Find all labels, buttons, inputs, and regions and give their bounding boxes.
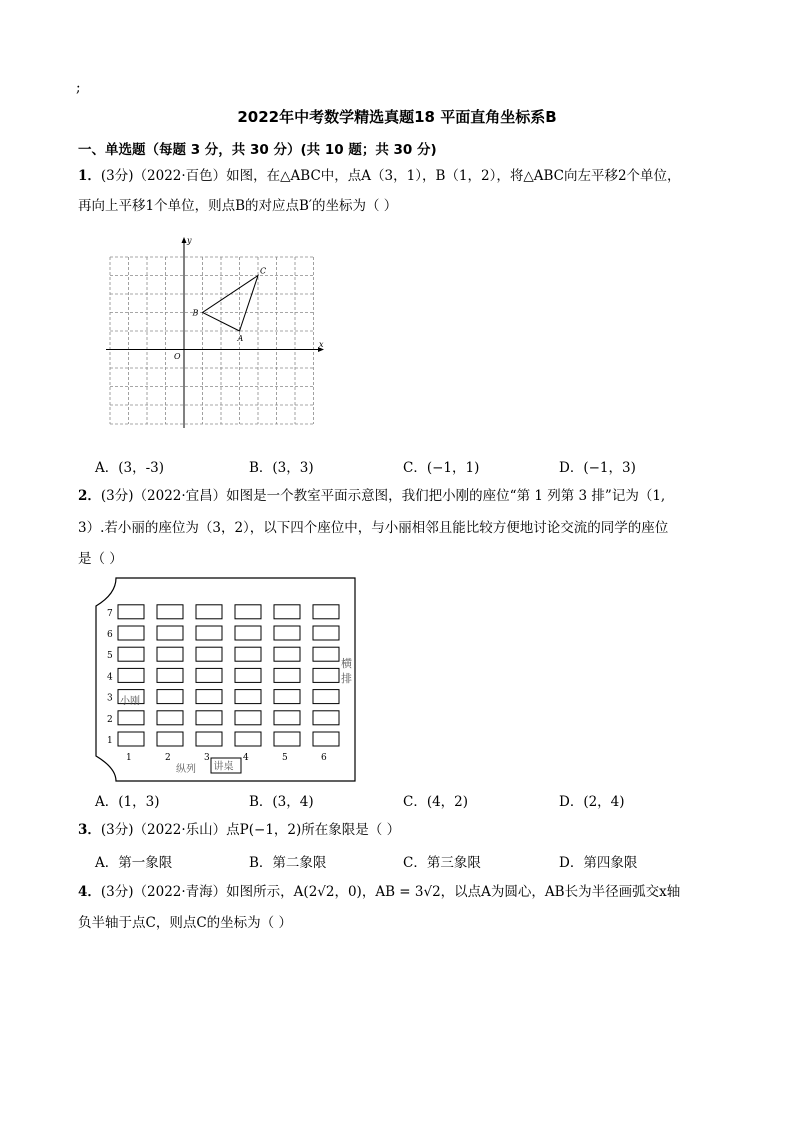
seat: [196, 647, 222, 661]
question-2-text-1: (3分)（2022·宜昌）如图是一个教室平面示意图，我们把小刚的座位“第 1 列第 3 排”记为（1,: [100, 488, 666, 504]
point-c-label: C: [260, 266, 267, 276]
row-label: 2: [107, 714, 113, 725]
x-axis-label: x: [319, 340, 324, 349]
q2-option-b[interactable]: B．(3，4): [249, 794, 314, 810]
question-1-number: 1．: [78, 168, 101, 184]
seat: [118, 605, 144, 619]
seat: [235, 626, 261, 640]
origin-label: O: [174, 352, 181, 361]
q1-option-b[interactable]: B．(3，3): [249, 460, 314, 476]
seat: [157, 732, 183, 746]
seat: [235, 711, 261, 725]
row-label: 5: [107, 651, 113, 662]
row-axis-label-1: 横: [341, 657, 352, 670]
question-3-line-1: [78, 820, 400, 840]
seat: [274, 732, 300, 746]
q2-option-c[interactable]: C．(4，2): [403, 794, 469, 810]
seat: [157, 711, 183, 725]
row-axis-label-2: 排: [341, 672, 352, 685]
seat: [313, 626, 339, 640]
student-seat-label: 小刚: [120, 696, 140, 707]
row-label: 7: [107, 608, 113, 619]
triangle-abc: [203, 276, 259, 332]
seat: [274, 626, 300, 640]
question-1-line-2: 再向上平移1个单位，则点B的对应点B′的坐标为（ ）: [78, 198, 398, 214]
seat: [157, 668, 183, 682]
q1-option-c[interactable]: C．(−1，1): [403, 460, 480, 476]
y-axis-arrow-icon: [182, 237, 187, 243]
seat: [196, 690, 222, 704]
seat: [235, 690, 261, 704]
question-1-text-1: (3分)（2022·百色）如图，在△ABC中，点A（3，1），B（1，2），将△ABC向左平移2个单位，: [100, 168, 681, 184]
seat: [235, 732, 261, 746]
seat: [196, 668, 222, 682]
q1-option-a[interactable]: A．(3，-3): [95, 460, 165, 476]
q2-option-a[interactable]: A．(1，3): [95, 794, 160, 810]
section-heading: 一、单选题（每题 3 分，共 30 分）(共 10 题；共 30 分): [78, 142, 437, 158]
seat: [235, 668, 261, 682]
seat: [313, 647, 339, 661]
column-axis-label: 纵列: [176, 764, 196, 775]
row-label: 6: [107, 630, 113, 640]
grid-lines: [110, 257, 314, 424]
question-1-line-1: [78, 166, 681, 186]
column-label: 1: [126, 753, 132, 763]
seat: [274, 647, 300, 661]
seat: [157, 690, 183, 704]
column-label: 4: [243, 753, 249, 763]
question-2-line-3: 是（ ）: [78, 551, 123, 567]
q1-option-d[interactable]: D．(−1，3): [559, 460, 636, 476]
seat: [274, 711, 300, 725]
seat: [118, 711, 144, 725]
seat: [157, 626, 183, 640]
q3-option-c[interactable]: C．第三象限: [403, 855, 481, 871]
seat: [118, 668, 144, 682]
y-axis-label: y: [187, 236, 192, 245]
seat: [157, 647, 183, 661]
seat: [118, 647, 144, 661]
seat: [313, 690, 339, 704]
q3-option-d[interactable]: D．第四象限: [559, 855, 638, 871]
seat: [235, 647, 261, 661]
seat: [313, 605, 339, 619]
seat-grid: [118, 605, 339, 746]
column-label: 6: [321, 753, 327, 763]
seat: [196, 711, 222, 725]
seat: [274, 690, 300, 704]
question-4-number: 4．: [78, 884, 101, 900]
row-label: 3: [107, 693, 113, 704]
seat: [274, 605, 300, 619]
seat: [313, 668, 339, 682]
seat: [157, 605, 183, 619]
header-mark: ;: [76, 80, 81, 96]
question-4-line-2: 负半轴于点C，则点C的坐标为（ ）: [78, 915, 292, 931]
row-labels: [107, 609, 113, 746]
question-2-line-2: 3）.若小丽的座位为（3，2），以下四个座位中，与小丽相邻且能比较方便地讨论交流的同学的座位: [78, 520, 669, 536]
coordinate-grid-figure: [100, 232, 330, 428]
seat: [118, 626, 144, 640]
classroom-seating-figure: [90, 576, 358, 784]
seat: [313, 711, 339, 725]
column-label: 3: [204, 753, 210, 763]
question-4-text-1: (3分)（2022·青海）如图所示，A(2√2，0)，AB = 3√2，以点A为圆心，AB长为半径画弧交x轴: [100, 884, 681, 900]
q3-option-a[interactable]: A．第一象限: [95, 855, 173, 871]
q3-option-b[interactable]: B．第二象限: [249, 855, 327, 871]
seat: [313, 732, 339, 746]
q2-option-d[interactable]: D．(2，4): [559, 794, 625, 810]
teacher-desk-label: 讲桌: [213, 761, 234, 773]
seat: [118, 732, 144, 746]
point-a-label: A: [237, 334, 244, 343]
column-label: 2: [165, 753, 171, 763]
seat: [196, 626, 222, 640]
question-2-line-1: [78, 486, 665, 506]
question-4-line-1: [78, 882, 680, 902]
point-b-label: B: [192, 308, 199, 318]
question-3-number: 3．: [78, 822, 101, 838]
page-title: 2022年中考数学精选真题18 平面直角坐标系B: [237, 108, 557, 126]
seat: [196, 732, 222, 746]
row-label: 1: [107, 736, 113, 746]
question-2-number: 2．: [78, 488, 101, 504]
seat: [196, 605, 222, 619]
column-label: 5: [282, 753, 288, 763]
seat: [235, 605, 261, 619]
seat: [274, 668, 300, 682]
question-3-text: (3分)（2022·乐山）点P(−1，2)所在象限是（ ）: [100, 822, 401, 838]
row-label: 4: [107, 672, 113, 683]
